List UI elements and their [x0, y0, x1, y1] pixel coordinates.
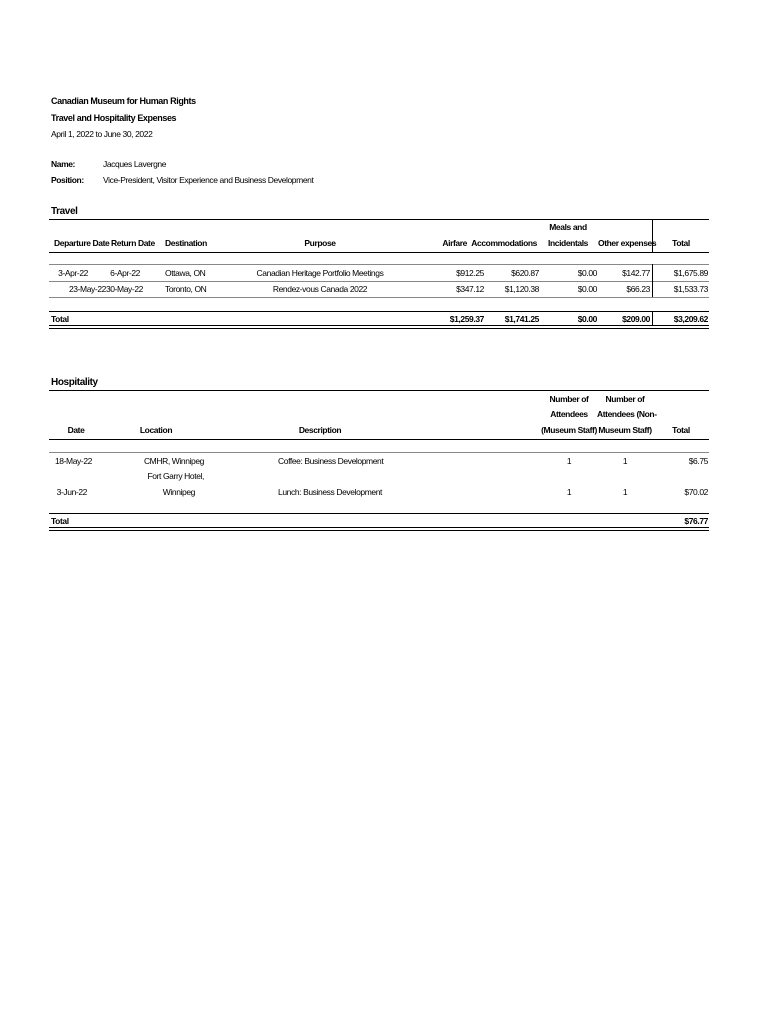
org-title: Canadian Museum for Human Rights [51, 96, 196, 106]
cell-location-line2: Winnipeg [162, 487, 195, 497]
travel-section-title: Travel [51, 206, 78, 217]
row-rule [49, 297, 709, 298]
travel-total-total: $3,209.62 [673, 314, 708, 324]
travel-double-rule [49, 325, 709, 329]
cell-destination: Toronto, ON [165, 284, 207, 294]
cell-destination: Ottawa, ON [165, 268, 206, 278]
col-meals-line2: Incidentals [547, 238, 588, 248]
hospitality-total-total: $76.77 [684, 516, 708, 526]
cell-other: $66.23 [626, 284, 650, 294]
col-total: Total [672, 425, 690, 435]
hospitality-gap-rule [49, 452, 709, 453]
cell-airfare: $912.25 [456, 268, 484, 278]
col-nonstaff-line3: Museum Staff) [598, 425, 652, 435]
travel-total-label: Total [51, 314, 69, 324]
col-location: Location [139, 425, 173, 435]
col-date: Date [67, 425, 85, 435]
report-title: Travel and Hospitality Expenses [51, 113, 177, 123]
cell-purpose: Rendez-vous Canada 2022 [272, 284, 368, 294]
cell-date: 3-Jun-22 [56, 487, 87, 497]
cell-description: Lunch: Business Development [278, 487, 383, 497]
cell-staff: 1 [566, 487, 572, 497]
travel-total-other: $209.00 [622, 314, 650, 324]
travel-top-rule [49, 219, 709, 220]
hospitality-section-title: Hospitality [51, 377, 98, 388]
col-description: Description [298, 425, 342, 435]
travel-total-meals: $0.00 [577, 314, 597, 324]
travel-total-top-rule [49, 311, 709, 312]
hospitality-top-rule [49, 390, 709, 391]
col-return-date: Return Date [111, 238, 155, 248]
col-departure-date: Departure Date [54, 238, 110, 248]
cell-accommodations: $620.87 [511, 268, 539, 278]
col-other-expenses: Other expenses [598, 238, 657, 248]
cell-other: $142.77 [622, 268, 650, 278]
position-label: Position: [51, 175, 84, 185]
hospitality-total-top-rule [49, 513, 709, 514]
cell-nonstaff: 1 [622, 456, 628, 466]
cell-total: $6.75 [688, 456, 708, 466]
hospitality-double-rule [49, 527, 709, 531]
row-rule [49, 281, 709, 282]
cell-nonstaff: 1 [622, 487, 628, 497]
cell-departure: 23-May-22 [68, 284, 106, 294]
name-value: Jacques Lavergne [103, 159, 167, 169]
cell-accommodations: $1,120.38 [504, 284, 539, 294]
travel-total-airfare: $1,259.37 [449, 314, 484, 324]
travel-header-rule [49, 252, 709, 253]
col-airfare: Airfare [442, 238, 467, 248]
cell-departure: 3-Apr-22 [58, 268, 88, 278]
col-nonstaff-line2: Attendees (Non- [597, 409, 657, 419]
col-staff-line2: Attendees [550, 409, 588, 419]
cell-description: Coffee: Business Development [278, 456, 384, 466]
cell-total: $1,533.73 [673, 284, 708, 294]
col-accommodations: Accommodations [471, 238, 537, 248]
col-total: Total [672, 238, 690, 248]
col-staff-line3: (Museum Staff) [541, 425, 597, 435]
hospitality-header-rule [49, 439, 709, 440]
col-purpose: Purpose [304, 238, 336, 248]
col-staff-line1: Number of [549, 394, 589, 404]
col-destination: Destination [165, 238, 207, 248]
report-period: April 1, 2022 to June 30, 2022 [51, 129, 153, 139]
cell-location-line1: Fort Garry Hotel, [147, 471, 204, 481]
col-nonstaff-line1: Number of [605, 394, 645, 404]
position-value: Vice-President, Visitor Experience and Business Development [103, 175, 314, 185]
cell-purpose: Canadian Heritage Portfolio Meetings [256, 268, 384, 278]
cell-meals: $0.00 [577, 268, 597, 278]
cell-date: 18-May-22 [54, 456, 92, 466]
name-label: Name: [51, 159, 75, 169]
total-divider [652, 311, 653, 325]
travel-total-accommodations: $1,741.25 [504, 314, 539, 324]
cell-meals: $0.00 [577, 284, 597, 294]
travel-gap-rule [49, 264, 709, 265]
hospitality-total-label: Total [51, 516, 69, 526]
cell-airfare: $347.12 [456, 284, 484, 294]
cell-location: CMHR, Winnipeg [143, 456, 204, 466]
cell-staff: 1 [566, 456, 572, 466]
row-divider [652, 281, 653, 297]
cell-return: 6-Apr-22 [110, 268, 140, 278]
cell-total: $1,675.89 [673, 268, 708, 278]
cell-total: $70.02 [684, 487, 708, 497]
row-divider [652, 264, 653, 281]
cell-return: 30-May-22 [105, 284, 143, 294]
col-meals-line1: Meals and [549, 222, 587, 232]
